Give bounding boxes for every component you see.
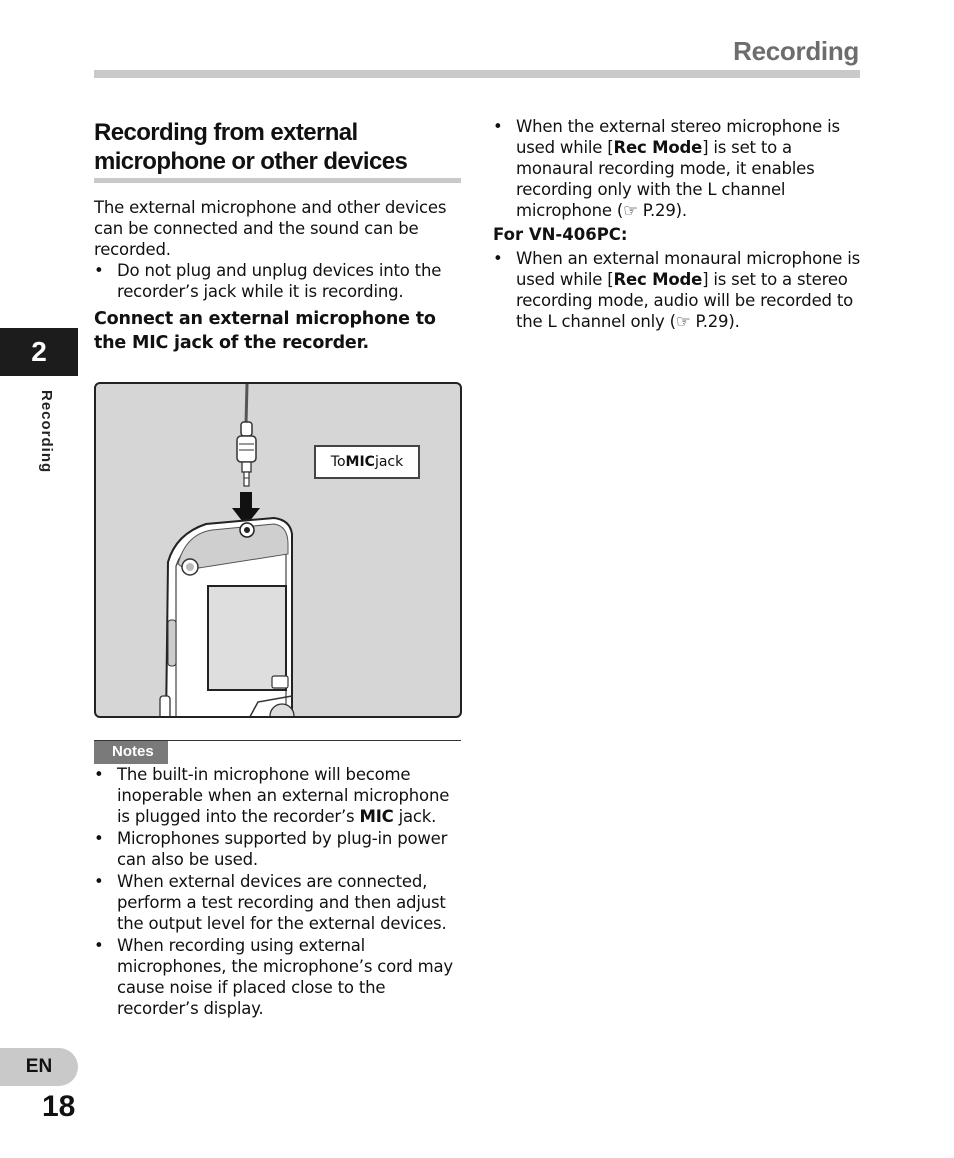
instruction-step: Connect an external microphone to the MIC jack of the recorder. xyxy=(94,309,436,353)
list-item xyxy=(94,828,462,870)
recorder-device xyxy=(160,518,294,716)
chapter-tab: 2 xyxy=(0,328,78,376)
note-text: jack. xyxy=(393,807,437,826)
bullet-text: Do not plug and unplug devices into the recorder’s jack while it is recording. xyxy=(117,261,442,301)
callout-bold: MIC xyxy=(345,454,375,470)
bullet-text: When the external stereo microphone is used while [ xyxy=(516,117,840,157)
mic-jack-callout xyxy=(314,445,420,479)
chapter-side-label: Recording xyxy=(38,390,55,474)
section-title-line-1: Recording from external xyxy=(94,119,358,146)
list-item xyxy=(94,764,462,827)
list-item xyxy=(493,248,863,332)
left-column xyxy=(94,118,462,1020)
recorder-illustration xyxy=(94,382,462,718)
stereo-bullets xyxy=(493,116,863,221)
bullet-bold: Rec Mode xyxy=(613,270,703,289)
note-bold: MIC xyxy=(359,807,394,826)
bullet-dot: • xyxy=(94,829,104,848)
bullet-dot: • xyxy=(94,936,104,955)
bullet-dot: • xyxy=(94,872,104,891)
note-text: When external devices are connected, perform a test recording and then adjust the output level for the external devices. xyxy=(117,872,447,933)
language-tab: EN xyxy=(0,1048,78,1086)
right-column xyxy=(493,116,863,333)
note-text: Microphones supported by plug-in power can also be used. xyxy=(117,829,448,869)
notes-list xyxy=(94,764,462,1019)
bullet-text: ] is set to a stereo recording mode, audio will be recorded to the L channel only (☞ P.29). xyxy=(516,270,854,331)
note-text: When recording using external microphones, the microphone’s cord may cause noise if placed close to the recorder’s display. xyxy=(117,936,453,1018)
bullet-dot: • xyxy=(94,261,104,280)
bullet-dot: • xyxy=(493,117,503,136)
intro-bullets xyxy=(94,260,462,302)
bullet-dot: • xyxy=(94,765,104,784)
callout-prefix: To xyxy=(330,454,346,470)
notes-header xyxy=(94,740,461,764)
microphone-plug xyxy=(237,422,256,486)
note-text: The built-in microphone will become inoperable when an external microphone is plugged into the recorder’s xyxy=(117,765,450,826)
section-title-line-2: microphone or other devices xyxy=(94,148,408,175)
list-item xyxy=(94,871,462,934)
recorder-drawing xyxy=(96,384,460,716)
page-header-title: Recording xyxy=(733,36,859,66)
microphone-cord xyxy=(246,384,247,424)
list-item xyxy=(493,116,863,221)
bullet-text: When an external monaural microphone is used while [ xyxy=(516,249,861,289)
bullet-dot: • xyxy=(493,249,503,268)
page-number: 18 xyxy=(42,1090,76,1123)
monaural-bullets xyxy=(493,248,863,332)
bullet-bold: Rec Mode xyxy=(613,138,703,157)
bullet-text: ] is set to a monaural recording mode, it enables recording only with the L channel microphone (☞ P.29). xyxy=(516,138,815,220)
model-subhead: For VN-406PC: xyxy=(493,225,628,244)
notes-label: Notes xyxy=(94,741,168,764)
section-title xyxy=(94,118,461,183)
list-item xyxy=(94,935,462,1019)
list-item xyxy=(94,260,462,302)
callout-suffix: jack xyxy=(374,454,404,470)
intro-paragraph: The external microphone and other devices can be connected and the sound can be recorded. xyxy=(94,198,447,259)
header-rule xyxy=(94,70,860,78)
